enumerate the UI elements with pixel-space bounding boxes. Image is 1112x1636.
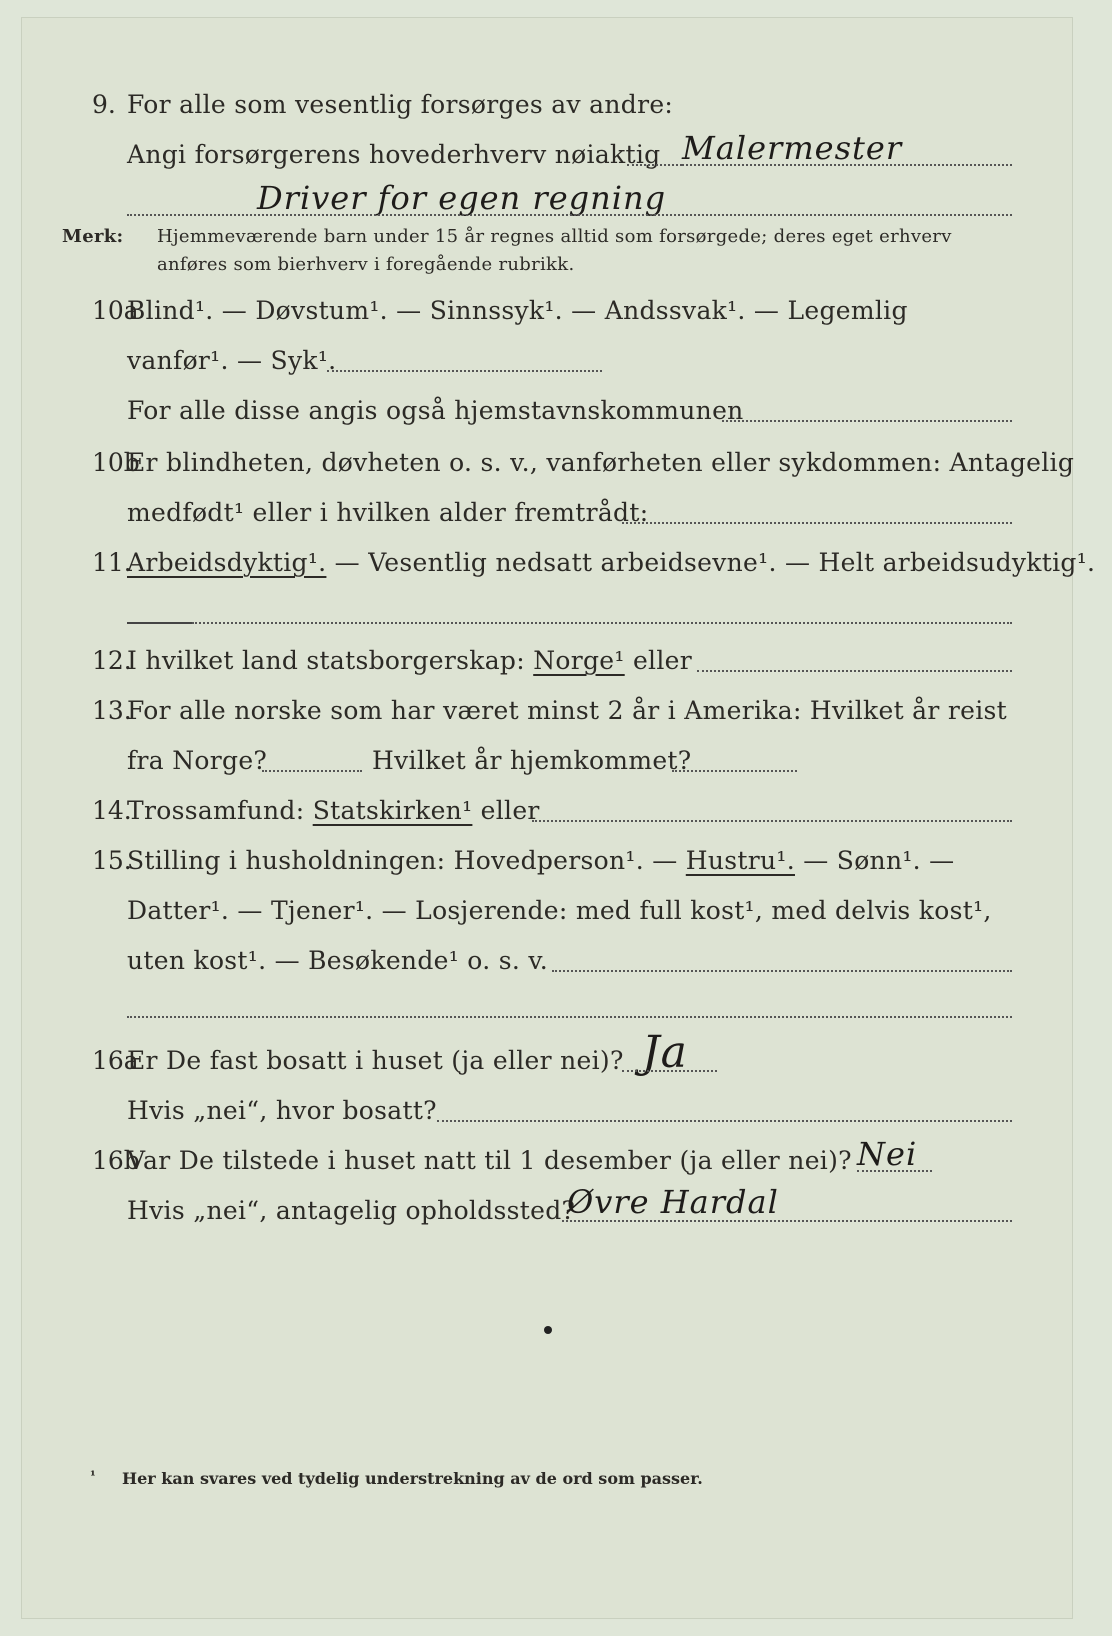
q15-option-wife: Hustru¹. (685, 846, 795, 875)
q15-number: 15. (92, 846, 132, 875)
q14-label: Trossamfund: (127, 796, 313, 825)
q16b-number: 16b (92, 1146, 140, 1175)
q16a-where-label: Hvis „nei“, hvor bosatt? (127, 1096, 437, 1125)
footnote-mark: ¹ (90, 1469, 96, 1484)
q15-line2: Datter¹. — Tjener¹. — Losjerende: med full kost¹, med delvis kost¹, (127, 896, 992, 925)
merk-note-line1: Hjemmeværende barn under 15 år regnes alltid som forsørgede; deres eget erhverv (157, 226, 952, 247)
q16b-question: Var De tilstede i huset natt til 1 desember (ja eller nei)? (127, 1146, 852, 1175)
q9-question: For alle som vesentlig forsørges av andre: (127, 90, 674, 119)
q16a-answer-line (622, 1070, 717, 1072)
q10a-home-municipality-line (722, 420, 1012, 422)
q10a-line2: vanfør¹. — Syk¹. (127, 346, 337, 375)
q11-number: 11. (92, 548, 132, 577)
q14-question (127, 796, 540, 826)
q9-answer-line-2 (127, 214, 1012, 216)
q9-dots (627, 164, 682, 166)
q14-number: 14. (92, 796, 132, 825)
q16b-whereabouts-label: Hvis „nei“, antagelig opholdssted? (127, 1196, 576, 1225)
q15-line1 (127, 846, 954, 876)
q15-answer-line-2 (127, 1016, 1012, 1018)
q9-answer-business: Driver for egen regning (257, 179, 667, 217)
merk-label: Merk: (62, 226, 124, 247)
q16a-where-line (437, 1120, 1012, 1122)
q14-or: eller (472, 796, 540, 825)
q14-answer-line (532, 820, 1012, 822)
q9-answer-occupation: Malermester (682, 129, 903, 167)
q11-answer-line (192, 622, 1012, 624)
q10a-number: 10a (92, 296, 139, 325)
q16b-whereabouts-answer: Øvre Hardal (567, 1183, 779, 1221)
q15-line3: uten kost¹. — Besøkende¹ o. s. v. (127, 946, 549, 975)
ink-dot (544, 1326, 552, 1334)
q10b-number: 10b (92, 448, 140, 477)
q16b-whereabouts-line (562, 1220, 1012, 1222)
q13-returned-line (672, 770, 797, 772)
q11-option-rest: — Vesentlig nedsatt arbeidsevne¹. — Helt arbeidsudyktig¹. (326, 548, 1096, 577)
q9-occupation-label: Angi forsørgerens hovederhverv nøiaktig (127, 140, 661, 169)
q9-number: 9. (92, 90, 116, 119)
q9-answer-line (682, 164, 1012, 166)
q16b-answer: Nei (857, 1135, 918, 1173)
q13-line1: For alle norske som har været minst 2 år i Amerika: Hvilket år reist (127, 696, 1008, 725)
q10b-line1: Er blindheten, døvheten o. s. v., vanførheten eller sykdommen: Antagelig (127, 448, 1075, 477)
merk-note-line2: anføres som bierhverv i foregående rubrikk. (157, 254, 575, 275)
q10a-line1: Blind¹. — Døvstum¹. — Sinnssyk¹. — Andssvak¹. — Legemlig (127, 296, 908, 325)
q15-answer-line (552, 970, 1012, 972)
footnote-text: Her kan svares ved tydelig understrekning av de ord som passer. (122, 1469, 703, 1488)
q11-answer-line-start (127, 622, 192, 624)
q12-option-norway: Norge¹ (533, 646, 625, 675)
q12-label: I hvilket land statsborgerskap: (127, 646, 534, 675)
q12-question (127, 646, 692, 676)
q10a-sick-line (327, 370, 602, 372)
q15-line1-end: — Sønn¹. — (794, 846, 955, 875)
census-form-page (22, 18, 1096, 1618)
q10b-line2: medfødt¹ eller i hvilken alder fremtrådt: (127, 498, 649, 527)
q12-number: 12. (92, 646, 132, 675)
q16b-answer-line (857, 1170, 932, 1172)
q16a-question: Er De fast bosatt i huset (ja eller nei)? (127, 1046, 624, 1075)
q10a-line3: For alle disse angis også hjemstavnskommunen (127, 396, 744, 425)
q10b-answer-line (622, 522, 1012, 524)
q12-answer-line (697, 670, 1012, 672)
q13-number: 13. (92, 696, 132, 725)
q15-line1-start: Stilling i husholdningen: Hovedperson¹. — (127, 846, 686, 875)
q14-option-state-church: Statskirken¹ (312, 796, 473, 825)
q16a-answer: Ja (642, 1027, 688, 1078)
q11-options (127, 548, 1095, 578)
q13-returned-label: Hvilket år hjemkommet? (372, 746, 692, 775)
q13-emigrated-label: fra Norge? (127, 746, 268, 775)
q12-or: eller (624, 646, 692, 675)
q16a-number: 16a (92, 1046, 139, 1075)
q13-emigrated-line (262, 770, 362, 772)
q11-option-work-capable: Arbeidsdyktig¹. (127, 548, 327, 577)
